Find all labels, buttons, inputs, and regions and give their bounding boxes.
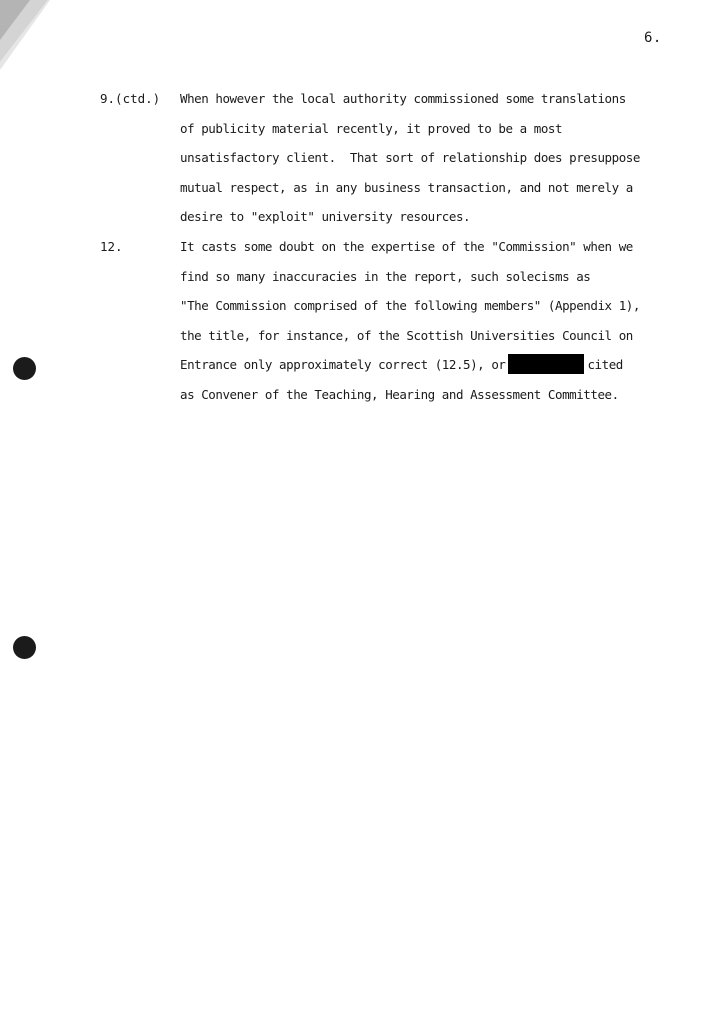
paragraph-number-9: 9.(ctd.) [100,91,161,106]
paragraph-line: find so many inaccuracies in the report, such solecisms as [180,268,591,284]
paragraph-line: When however the local authority commissioned some translations [180,91,626,106]
paragraph-12-body [180,232,680,409]
paragraph-line: unsatisfactory client. That sort of relationship does presuppose [180,150,640,165]
redacted-line [180,350,680,380]
paragraph-line: the title, for instance, of the Scottish Universities Council on [180,327,633,343]
redacted-line-after: cited [587,357,623,372]
paragraph-number-12: 12. [100,239,123,254]
paragraph-line: as Convener of the Teaching, Hearing and Assessment Committee. [180,386,619,402]
paragraph-line: "The Commission comprised of the following members" (Appendix 1), [180,298,640,313]
paragraph-line: mutual respect, as in any business transaction, and not merely a [180,179,633,195]
paragraph-line: desire to "exploit" university resources. [180,209,471,224]
redacted-line-before: Entrance only approximately correct (12.5), or [180,357,506,372]
paragraph-9-body [180,84,680,232]
redaction-box [508,354,584,374]
punch-hole-bottom [13,636,36,659]
paragraph-line: of publicity material recently, it proved to be a most [180,120,563,136]
torn-corner-shadow [0,0,60,110]
paragraph-line: It casts some doubt on the expertise of the "Commission" when we [180,239,633,254]
punch-hole-top [13,357,36,380]
page-number: 6. [644,30,662,46]
